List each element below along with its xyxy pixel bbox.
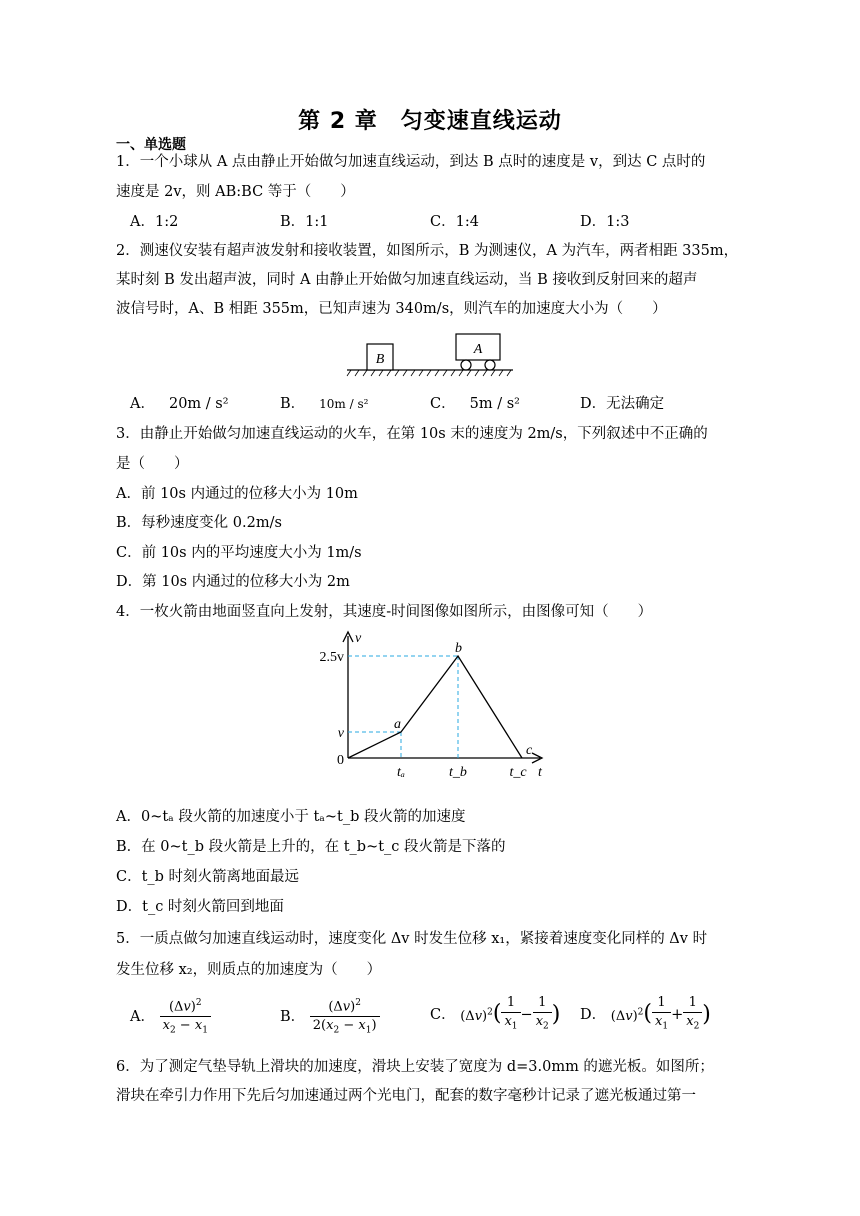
x-tick-ta: tₐ (397, 765, 405, 780)
q5-option-c: C． $(\Delta v)^2$( $\frac{1}{x_1}$ − $\frac{1}{x_2}$ ) (430, 995, 561, 1032)
q3-option-d: D．第 10s 内通过的位移大小为 2m (116, 574, 350, 590)
q5-option-a: A． $\frac{(\Delta v)^2}{x_2 - x_1}$ (130, 994, 211, 1040)
q2-line2: 某时刻 B 发出超声波，同时 A 由静止开始做匀加速直线运动，当 B 接收到反射回来的超声 (116, 272, 698, 288)
y-tick-0: 0 (337, 753, 344, 768)
q5-line1: 5．一质点做匀加速直线运动时，速度变化 Δv 时发生位移 x₁，紧接着速度变化同样的 Δv 时 (116, 931, 708, 947)
q5-option-b: B． $\frac{(\Delta v)^2}{2(x_2 - x_1)}$ (280, 994, 380, 1040)
vt-curve (348, 656, 522, 758)
page-title: 第 2 章 匀变速直线运动 (298, 109, 562, 134)
point-a: a (394, 717, 401, 732)
q5-option-d: D． $(\Delta v)^2$( $\frac{1}{x_1}$ + $\frac{1}{x_2}$ ) (580, 995, 711, 1032)
q4-option-a: A．0~tₐ 段火箭的加速度小于 tₐ~t_b 段火箭的加速度 (116, 809, 466, 825)
q1-line1: 1．一个小球从 A 点由静止开始做匀加速直线运动，到达 B 点时的速度是 v，到达 C 点时的 (116, 154, 706, 170)
q5-line2: 发生位移 x₂，则质点的加速度为（ ） (116, 962, 382, 978)
q5-a-formula: $\frac{(\Delta v)^2}{x_2 - x_1}$ (160, 994, 211, 1040)
fig-label-a: A (473, 342, 483, 357)
q2-option-c: C． 5m / s² (430, 396, 520, 412)
y-tick-v: v (337, 726, 344, 741)
point-c: c (526, 743, 533, 758)
q2-option-a: A． 20m / s² (130, 396, 229, 412)
q3-line2: 是（ ） (116, 456, 189, 472)
q5-b-formula: $\frac{(\Delta v)^2}{2(x_2 - x_1)}$ (310, 994, 380, 1040)
x-axis-label: t (538, 765, 542, 780)
q1-option-c: C．1:4 (430, 214, 479, 230)
x-tick-tb: t_b (449, 765, 467, 780)
q4-option-c: C．t_b 时刻火箭离地面最远 (116, 869, 300, 885)
q3-option-c: C．前 10s 内的平均速度大小为 1m/s (116, 545, 362, 561)
y-axis-label: v (355, 631, 362, 646)
q1-option-a: A．1:2 (130, 214, 179, 230)
q4-line1: 4．一枚火箭由地面竖直向上发射，其速度-时间图像如图所示，由图像可知（ ） (116, 604, 653, 620)
q6-line2: 滑块在牵引力作用下先后匀加速通过两个光电门，配套的数字毫秒计记录了遮光板通过第一 (116, 1088, 696, 1104)
q6-line1: 6．为了测定气垫导轨上滑块的加速度，滑块上安装了宽度为 d=3.0mm 的遮光板。如图所； (116, 1059, 714, 1075)
q2-option-d: D．无法确定 (580, 396, 665, 412)
q4-option-d: D．t_c 时刻火箭回到地面 (116, 899, 284, 915)
q4-vt-graph (300, 628, 560, 783)
q4-option-b: B．在 0~t_b 段火箭是上升的，在 t_b~t_c 段火箭是下落的 (116, 839, 506, 855)
q1-option-d: D．1:3 (580, 214, 630, 230)
section-heading: 一、单选题 (116, 137, 186, 153)
q3-option-a: A．前 10s 内通过的位移大小为 10m (116, 486, 358, 502)
q2-figure (345, 332, 515, 380)
q1-option-b: B．1:1 (280, 214, 329, 230)
x-tick-tc: t_c (509, 765, 527, 780)
q2-option-b: B． 10m / s² (280, 396, 369, 412)
point-b: b (455, 641, 462, 656)
y-tick-25v: 2.5v (319, 650, 344, 665)
fig-label-b: B (375, 352, 385, 367)
q1-line2: 速度是 2v，则 AB:BC 等于（ ） (116, 184, 355, 200)
q2-line1: 2．测速仪安装有超声波发射和接收装置，如图所示，B 为测速仪，A 为汽车，两者相距 335m， (116, 243, 739, 259)
q3-line1: 3．由静止开始做匀加速直线运动的火车，在第 10s 末的速度为 2m/s，下列叙述中不正确的 (116, 426, 708, 442)
q2-line3: 波信号时，A、B 相距 355m，已知声速为 340m/s，则汽车的加速度大小为（ ） (116, 301, 667, 317)
q3-option-b: B．每秒速度变化 0.2m/s (116, 515, 282, 531)
